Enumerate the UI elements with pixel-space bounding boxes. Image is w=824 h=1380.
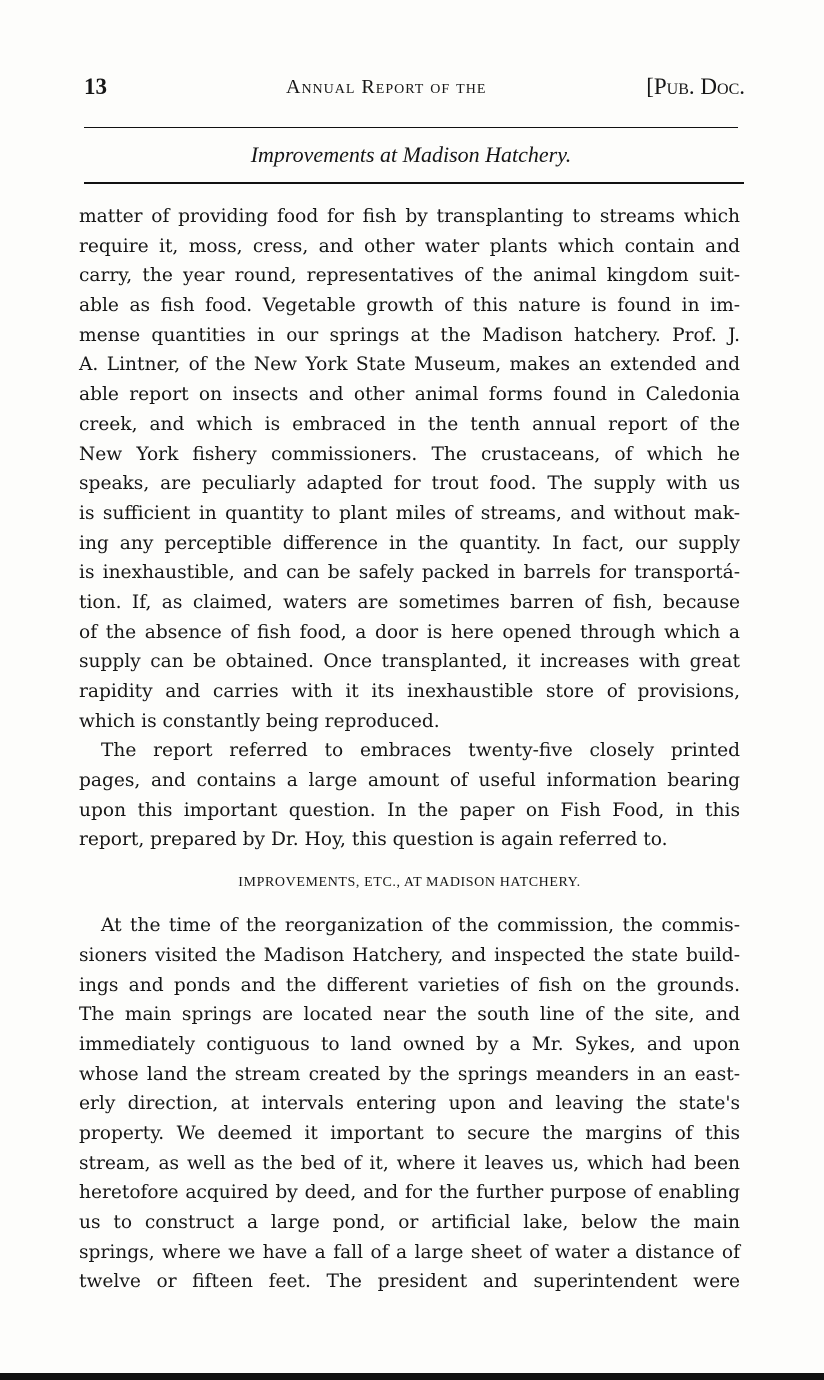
text-line: ing any perceptible difference in the quantity. In fact, our supply bbox=[79, 532, 740, 554]
text-line: is inexhaustible, and can be safely packed in barrels for transportá- bbox=[79, 562, 740, 584]
document-type: [Pub. Doc. bbox=[646, 74, 745, 99]
text-line: At the time of the reorganization of the commission, the commis- bbox=[101, 915, 740, 937]
text-line: rapidity and carries with it its inexhaustible store of provisions, bbox=[79, 681, 740, 702]
text-line: matter of providing food for fish by transplanting to streams which bbox=[79, 206, 740, 227]
text-line: of the absence of fish food, a door is here opened through which a bbox=[79, 621, 740, 643]
page-bottom-edge bbox=[0, 1373, 824, 1380]
text-line: is sufficient in quantity to plant miles of streams, and without mak- bbox=[79, 502, 740, 524]
text-line: pages, and contains a large amount of useful information bearing bbox=[79, 770, 740, 792]
text-line: upon this important question. In the paper on Fish Food, in this bbox=[79, 799, 740, 821]
header-rule bbox=[84, 127, 738, 128]
text-line: A. Lintner, of the New York State Museum, makes an extended and bbox=[79, 354, 740, 376]
text-line: report, prepared by Dr. Hoy, this question is again referred to. bbox=[79, 829, 668, 851]
report-title: Annual Report of the bbox=[286, 76, 487, 98]
text-line: stream, as well as the bed of it, where it leaves us, which had been bbox=[79, 1152, 740, 1174]
text-line: erly direction, at intervals entering upon and leaving the state's bbox=[79, 1093, 740, 1115]
paragraph-2 bbox=[79, 736, 740, 855]
text-line: mense quantities in our springs at the Madison hatchery. Prof. J. bbox=[79, 324, 740, 346]
paragraph-3 bbox=[79, 911, 740, 1297]
running-head bbox=[84, 74, 744, 108]
text-line: property. We deemed it important to secure the margins of this bbox=[79, 1122, 740, 1144]
text-line: heretofore acquired by deed, and for the further purpose of enabling bbox=[79, 1182, 740, 1204]
text-line: carry, the year round, representatives of the animal kingdom suit- bbox=[79, 265, 740, 287]
section-rule bbox=[84, 182, 744, 184]
text-line: able as fish food. Vegetable growth of this nature is found in im- bbox=[79, 295, 740, 317]
section-header: Improvements at Madison Hatchery. bbox=[250, 142, 572, 167]
text-line: New York fishery commissioners. The crustaceans, of which he bbox=[79, 443, 740, 465]
subheading: IMPROVEMENTS, ETC., AT MADISON HATCHERY. bbox=[238, 875, 581, 891]
text-line: springs, where we have a fall of a large sheet of water a distance of bbox=[79, 1241, 740, 1263]
text-line: us to construct a large pond, or artificial lake, below the main bbox=[79, 1212, 740, 1233]
text-line: require it, moss, cress, and other water plants which contain and bbox=[79, 235, 740, 257]
text-line: supply can be obtained. Once transplanted, it increases with great bbox=[79, 651, 740, 673]
body-text bbox=[79, 202, 740, 1297]
text-line: whose land the stream created by the springs meanders in an east- bbox=[79, 1063, 740, 1085]
text-line: The report referred to embraces twenty-five closely printed bbox=[101, 740, 740, 762]
text-line: twelve or fifteen feet. The president and superintendent were bbox=[79, 1271, 740, 1293]
text-line: speaks, are peculiarly adapted for trout food. The supply with us bbox=[79, 473, 740, 495]
text-line: which is constantly being reproduced. bbox=[79, 710, 440, 732]
text-line: able report on insects and other animal forms found in Caledonia bbox=[79, 384, 740, 406]
text-line: tion. If, as claimed, waters are sometimes barren of fish, because bbox=[79, 591, 740, 613]
paragraph-1 bbox=[79, 202, 740, 736]
page-number: 13 bbox=[84, 74, 107, 99]
text-line: ings and ponds and the different varieties of fish on the grounds. bbox=[79, 974, 740, 996]
text-line: sioners visited the Madison Hatchery, and inspected the state build- bbox=[79, 944, 740, 966]
text-line: immediately contiguous to land owned by a Mr. Sykes, and upon bbox=[79, 1033, 740, 1055]
text-line: The main springs are located near the south line of the site, and bbox=[79, 1004, 740, 1026]
text-line: creek, and which is embraced in the tenth annual report of the bbox=[79, 413, 740, 435]
